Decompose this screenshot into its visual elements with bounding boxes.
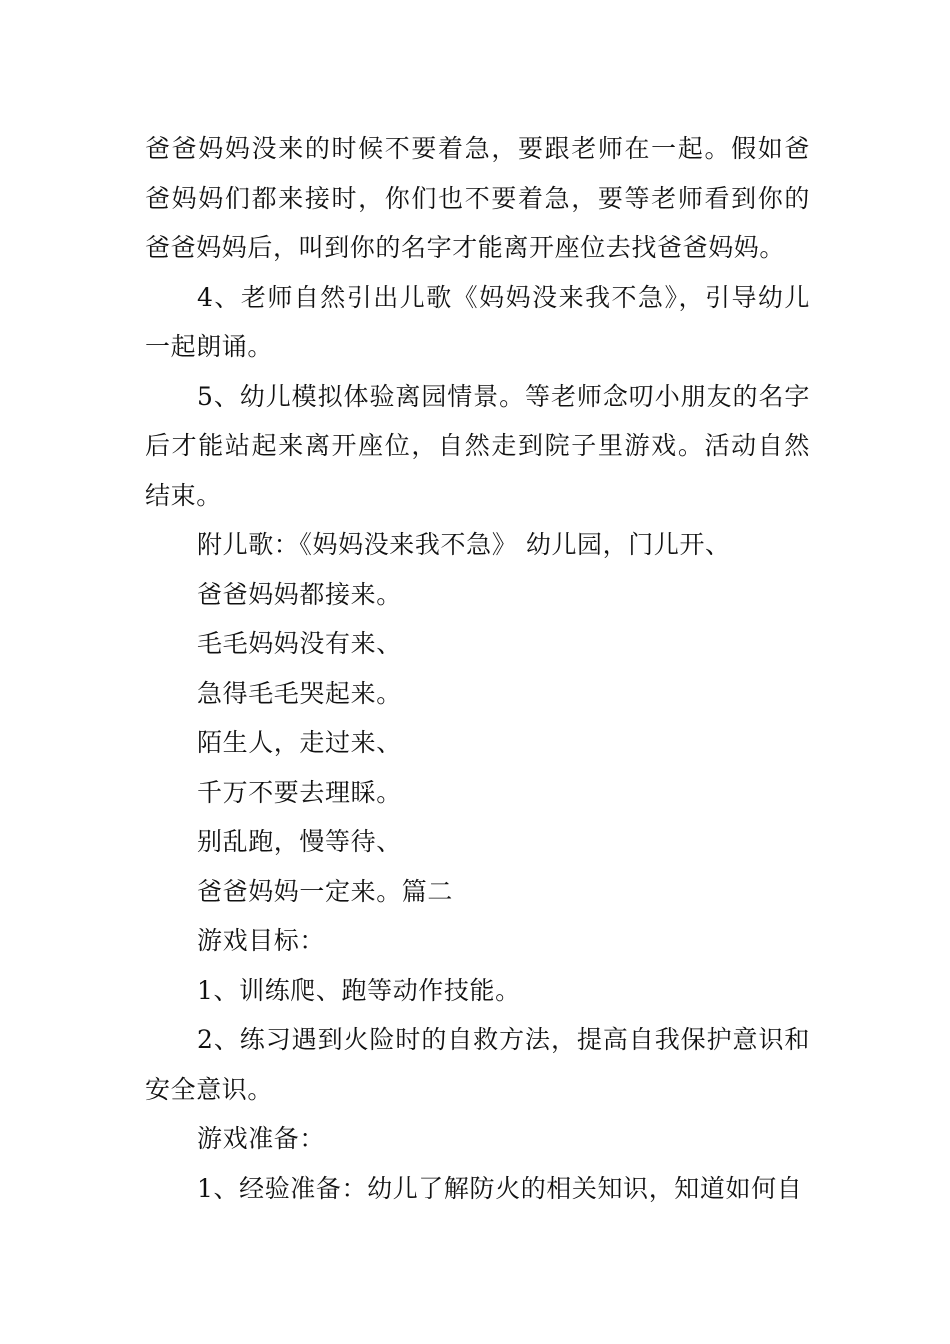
verse-line: 陌生人，走过来、 xyxy=(197,728,402,757)
paragraph-pickup-instructions: 爸爸妈妈没来的时候不要着急，要跟老师在一起。假如爸爸妈妈们都来接时，你们也不要着急，要等老师看到你的爸爸妈妈后，叫到你的名字才能离开座位去找爸爸妈妈。 xyxy=(145,134,810,262)
preparation-item-1: 1、经验准备：幼儿了解防火的相关知识，知道如何自 xyxy=(197,1173,803,1203)
section-heading-game-goals: 游戏目标： xyxy=(197,926,326,955)
goal-item-1: 1、训练爬、跑等动作技能。 xyxy=(197,975,521,1005)
section-heading-game-preparation: 游戏准备： xyxy=(197,1124,326,1153)
verse-line-title: 附儿歌：《妈妈没来我不急》 幼儿园，门儿开、 xyxy=(197,530,731,559)
goal-item-2: 2、练习遇到火险时的自救方法，提高自我保护意识和安全意识。 xyxy=(145,1025,810,1104)
paragraph-step-4: 4、老师自然引出儿歌《妈妈没来我不急》，引导幼儿一起朗诵。 xyxy=(145,282,810,361)
verse-line: 急得毛毛哭起来。 xyxy=(197,678,402,708)
verse-line: 别乱跑，慢等待、 xyxy=(197,827,402,856)
verse-line: 毛毛妈妈没有来、 xyxy=(197,629,402,658)
document-body xyxy=(145,124,810,1213)
verse-line-last: 爸爸妈妈一定来。篇二 xyxy=(197,876,454,906)
paragraph-step-5: 5、幼儿模拟体验离园情景。等老师念叨小朋友的名字后才能站起来离开座位，自然走到院子里游戏。活动自然结束。 xyxy=(145,381,810,510)
verse-line: 千万不要去理睬。 xyxy=(197,777,402,807)
verse-line: 爸爸妈妈都接来。 xyxy=(197,579,402,609)
